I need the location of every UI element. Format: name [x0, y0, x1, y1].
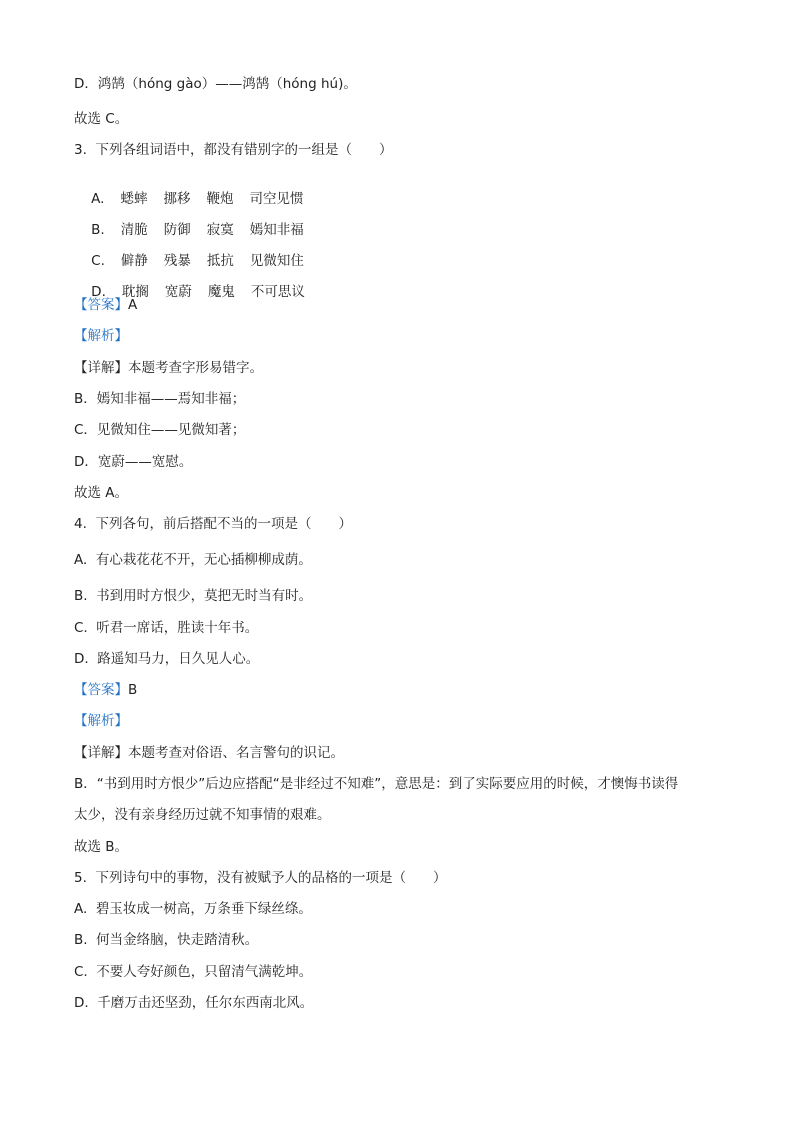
question-4: 4. 下列各句，前后搭配不当的一项是（ ） [74, 516, 352, 532]
answer-value: A [128, 297, 138, 313]
word: 嫣知非福 [249, 222, 304, 238]
option-letter: C. [91, 253, 105, 269]
text-line: B．“书到用时方恨少”后边应搭配“是非经过不知难”，意思是：到了实际要应用的时候，才懊悔书读得 [74, 776, 679, 792]
text-line: D．宽蔚——宽慰。 [74, 454, 193, 470]
option-a: A. 有心栽花花不开，无心插柳柳成荫。 [74, 552, 312, 568]
word: 不可思议 [250, 284, 305, 300]
word: 司空见惯 [249, 191, 304, 207]
text-line: 故选 C。 [74, 111, 129, 127]
detail-line: 【详解】本题考查对俗语、名言警句的识记。 [74, 745, 344, 761]
text-line: C．见微知住——见微知著； [74, 422, 246, 438]
answer-value: B [128, 682, 138, 698]
option-b: B. 书到用时方恨少，莫把无时当有时。 [74, 588, 313, 604]
word: 寂寞 [206, 222, 234, 238]
text-line: D．鸿鹄（hóng gào）——鸿鹄（hóng hú)。 [74, 76, 357, 92]
option-letter: A. [91, 191, 105, 207]
option-c: C. 不要人夸好颜色，只留清气满乾坤。 [74, 964, 313, 980]
question-3: 3. 下列各组词语中，都没有错别字的一组是（ ） [74, 142, 393, 158]
word: 挪移 [163, 191, 191, 207]
option-a: A. 碧玉妆成一树高，万条垂下绿丝绦。 [74, 901, 312, 917]
text-line: 故选 A。 [74, 485, 129, 501]
detail-line: 【详解】本题考查字形易错字。 [74, 360, 263, 376]
answer-tag: 【答案】 [74, 682, 128, 698]
analysis-tag: 【解析】 [74, 328, 128, 344]
answer-line [74, 681, 137, 699]
text-line: 太少，没有亲身经历过就不知事情的艰难。 [74, 807, 331, 823]
analysis-tag: 【解析】 [74, 713, 128, 729]
text-line: 故选 B。 [74, 839, 129, 855]
word: 残暴 [163, 253, 191, 269]
word: 耽搁 [121, 284, 149, 300]
question-5: 5. 下列诗句中的事物，没有被赋予人的品格的一项是（ ） [74, 870, 447, 886]
word: 抵抗 [206, 253, 234, 269]
answer-line [74, 296, 137, 314]
option-c: C. 听君一席话，胜读十年书。 [74, 620, 259, 636]
option-letter: D. [91, 284, 106, 300]
text-line: B．嫣知非福——焉知非福； [74, 391, 246, 407]
word: 见微知住 [249, 253, 304, 269]
answer-tag: 【答案】 [74, 297, 128, 313]
word: 清脆 [120, 222, 148, 238]
word: 宽蔚 [164, 284, 192, 300]
word: 僻静 [120, 253, 148, 269]
word: 鞭炮 [206, 191, 234, 207]
word: 魔鬼 [207, 284, 235, 300]
option-d: D. 路遥知马力，日久见人心。 [74, 651, 260, 667]
option-letter: B. [91, 222, 105, 238]
option-d: D. 千磨万击还坚劲，任尔东西南北风。 [74, 995, 314, 1011]
word: 蟋蟀 [120, 191, 148, 207]
option-b: B. 何当金络脑，快走踏清秋。 [74, 932, 259, 948]
word: 防御 [163, 222, 191, 238]
